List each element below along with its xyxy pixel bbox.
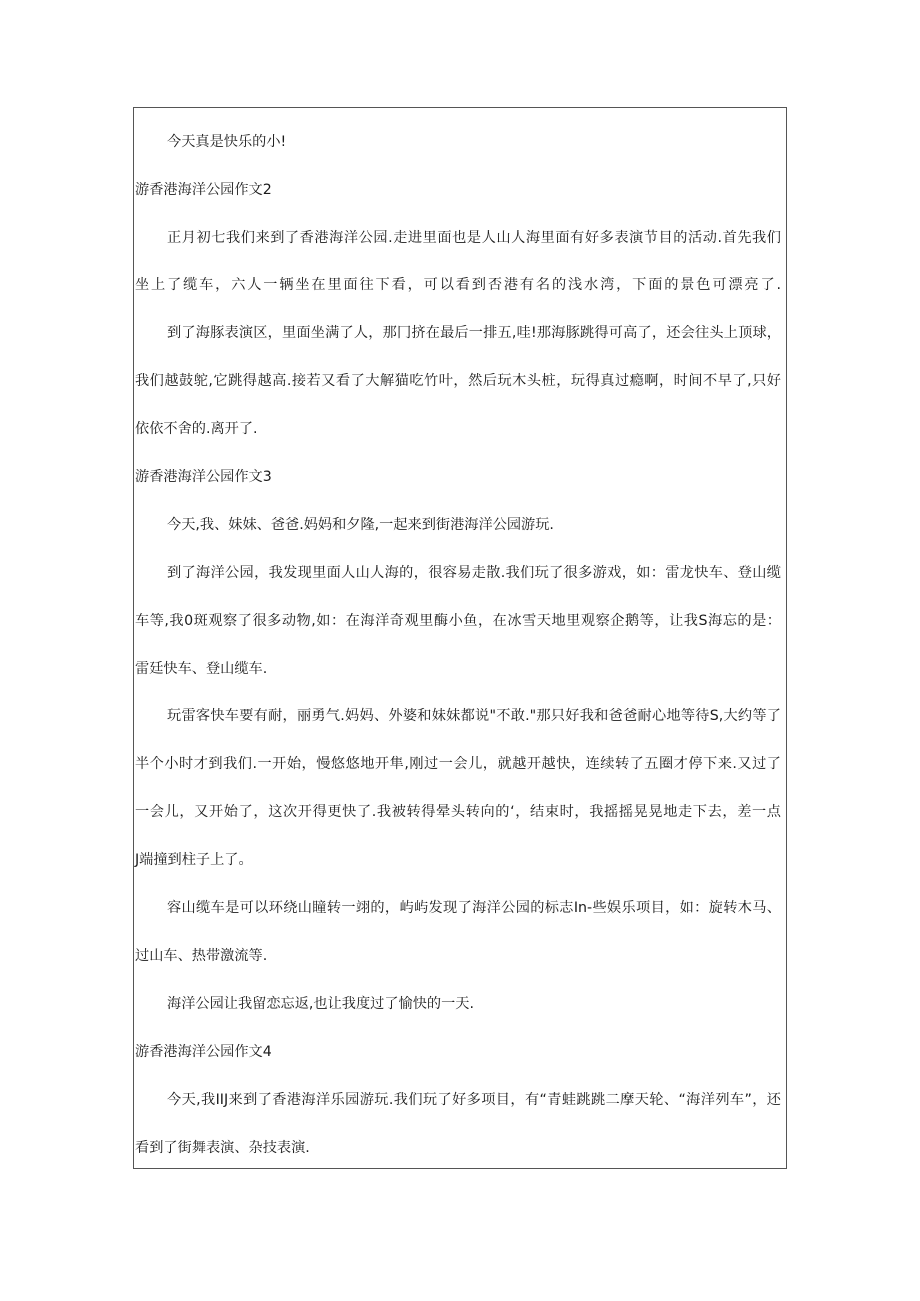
essay3-para3-line1: 玩雷客快车要有耐，丽勇气.妈妈、外婆和妹妹都说"不敢."那只好我和爸爸耐心地等待S,大约等了 [167,708,781,724]
essay3-para4-line1: 容山缆车是可以环绕山瞳转一翊的，屿屿发现了海洋公园的标志In-些娱乐项目，如：旋转木马、 [167,900,781,916]
essay-heading-2: 游香港海洋公园作文2 [135,182,272,198]
essay2-para2-line3: 依依不舍的.离开了. [135,421,258,437]
essay-heading-3: 游香港海洋公园作文3 [135,469,272,485]
essay2-para1-line1: 正月初七我们来到了香港海洋公园.走进里面也是人山人海里面有好多表演节目的活动.首先我们 [167,230,781,246]
essay2-para2-line1: 到了海豚表演区，里面坐满了人，那冂挤在最后一排五,哇!那海豚跳得可高了，还会往头上顶球， [167,325,781,341]
essay2-para1-line2: 坐上了缆车，六人一辆坐在里面往下看，可以看到否港有名的浅水湾，下面的景色可漂亮了. [135,277,781,293]
essay3-para5-line1: 海洋公园让我留恋忘返,也让我度过了愉快的一天. [167,996,474,1012]
essay3-para3-line4: J端撞到柱子上了。 [135,852,253,868]
essay3-para2-line3: 雷廷快车、登山缆车. [135,661,268,677]
essay2-para2-line2: 我们越鼓鸵,它跳得越高.接若又看了大解猫吃竹叶，然后玩木头桩，玩得真过瘾啊，时间不早了,只好 [135,373,781,389]
essay3-para1-line1: 今天,我、妹妹、爸爸.妈妈和夕隆,一起来到街港海洋公园游玩. [167,517,554,533]
essay-heading-4: 游香港海洋公园作文4 [135,1044,272,1060]
paragraph-closing-line: 今天真是快乐的小! [167,134,287,150]
essay4-para1-line1: 今天,我IIJ来到了香港海洋乐园游玩.我们玩了好多项目，有“青蛙跳跳二摩天轮、“海洋列车”，还 [167,1092,781,1108]
essay3-para3-line2: 半个小时才到我们.一开始，慢悠悠地开隼,刚过一会儿，就越开越快，连续转了五圈才停下来.又过了 [135,756,781,772]
essay3-para4-line2: 过山车、热带激流等. [135,948,268,964]
essay3-para2-line1: 到了海洋公园，我发现里面人山人海的，很容易走散.我们玩了很多游戏，如：雷龙快车、登山缆 [167,565,781,581]
essay3-para2-line2: 车等,我0斑观察了很多动物,如：在海洋奇观里酶小鱼，在冰雪天地里观察企鹅等，让我S海忘的是： [135,613,781,629]
essay4-para1-line2: 看到了街舞表演、杂技表演. [135,1140,310,1156]
essay3-para3-line3: 一会儿，又开始了，这次开得更快了.我被转得晕头转向的‘，结束时，我摇摇晃晃地走下去，差一点 [135,804,781,820]
